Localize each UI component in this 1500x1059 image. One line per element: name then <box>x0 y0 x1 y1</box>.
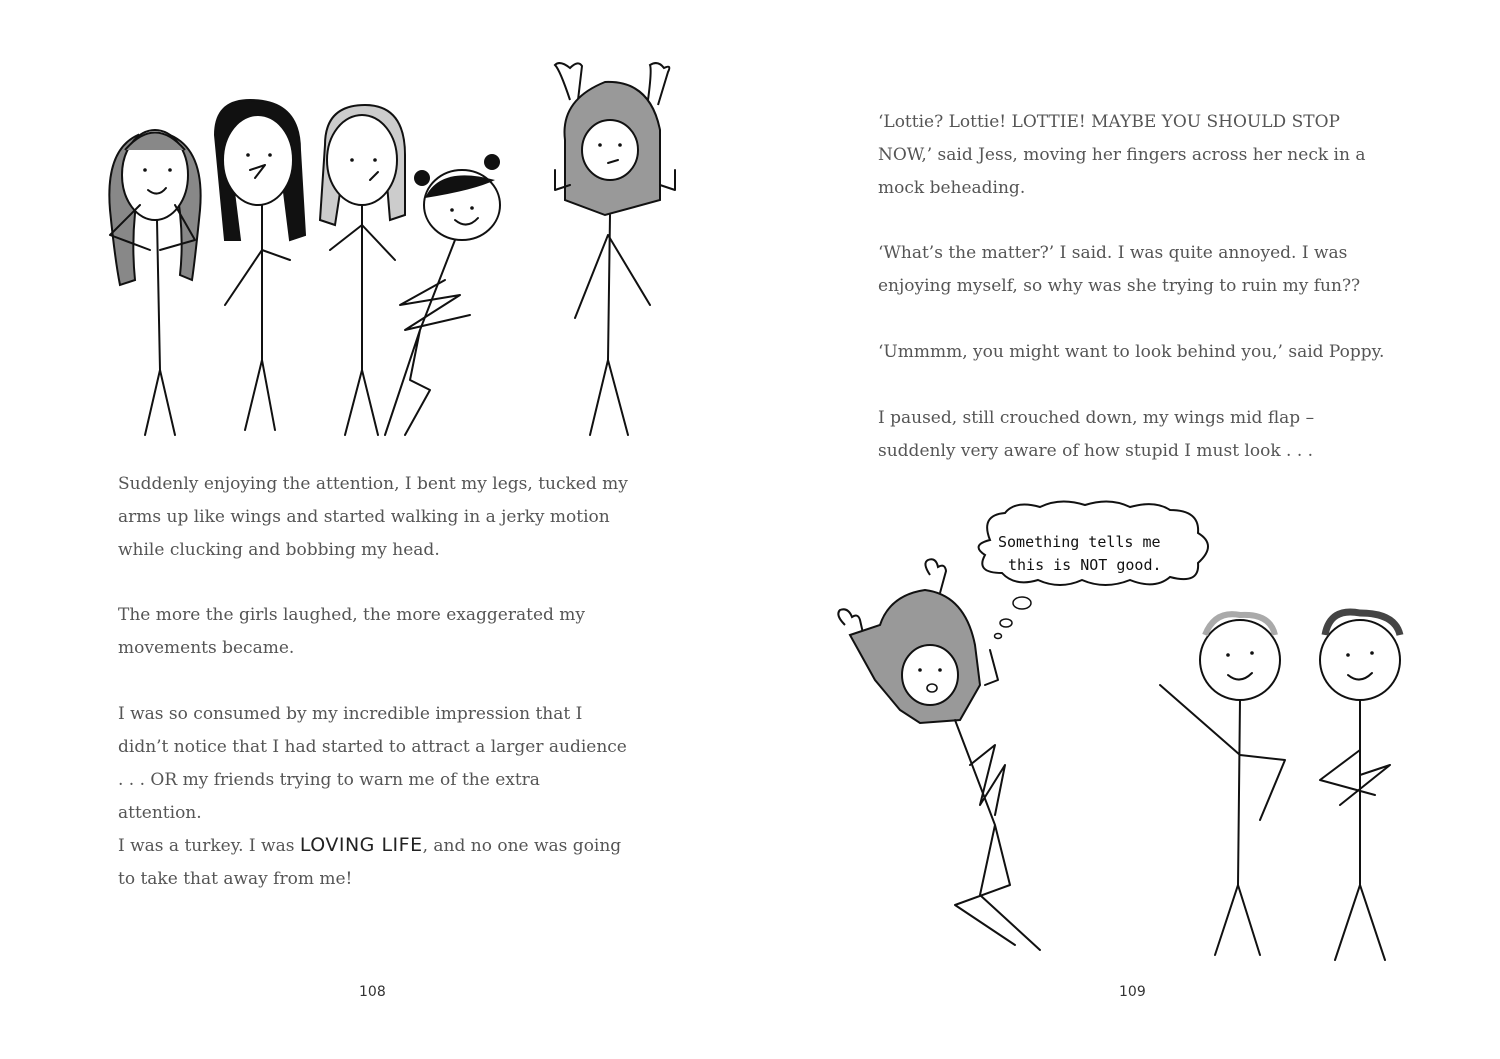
girl-grey-hair <box>109 130 200 435</box>
bubble-line-1: Something tells me <box>998 533 1161 551</box>
girls-and-turkey-illustration <box>100 60 680 445</box>
bubble-line-2: this is NOT good. <box>1008 556 1162 574</box>
page-number: 109 <box>1119 984 1146 1000</box>
thought-bubble <box>979 501 1208 638</box>
turkey-and-boys-illustration <box>820 495 1420 970</box>
paragraph-loving-life <box>118 829 628 896</box>
paragraph: I was so consumed by my incredible impression that I didn’t notice that I had started to attract a larger audience . . . OR my friends trying to warn me of the extra attention. <box>118 704 627 823</box>
girl-light-hair <box>320 105 405 435</box>
loving-life-emphasis: LOVING LIFE <box>299 834 423 856</box>
girl-black-hair <box>215 100 305 430</box>
text-before: I was a turkey. I was <box>118 836 300 856</box>
turkey-costume-figure <box>555 63 675 435</box>
page-number: 108 <box>359 984 386 1000</box>
right-page <box>750 0 1500 1059</box>
paragraph: I paused, still crouched down, my wings mid flap – suddenly very aware of how stupid I must look . . . <box>878 408 1315 461</box>
paragraph: ‘What’s the matter?’ I said. I was quite annoyed. I was enjoying myself, so why was she trying to ruin my fun?? <box>878 243 1361 296</box>
paragraph: The more the girls laughed, the more exaggerated my movements became. <box>118 605 586 658</box>
boy-dark-hair <box>1320 612 1400 960</box>
paragraph: ‘Lottie? Lottie! LOTTIE! MAYBE YOU SHOULD STOP NOW,’ said Jess, moving her fingers across her neck in a mock beheading. <box>878 112 1366 198</box>
paragraph: ‘Ummmm, you might want to look behind you,’ said Poppy. <box>878 342 1385 362</box>
boy-light-hair <box>1160 614 1285 955</box>
paragraph: Suddenly enjoying the attention, I bent my legs, tucked my arms up like wings and started walking in a jerky motion while clucking and bobbing my head. <box>118 474 628 560</box>
crouching-turkey-figure <box>838 559 1040 950</box>
text-after: , and no one was going to take that away from me! <box>118 836 622 889</box>
